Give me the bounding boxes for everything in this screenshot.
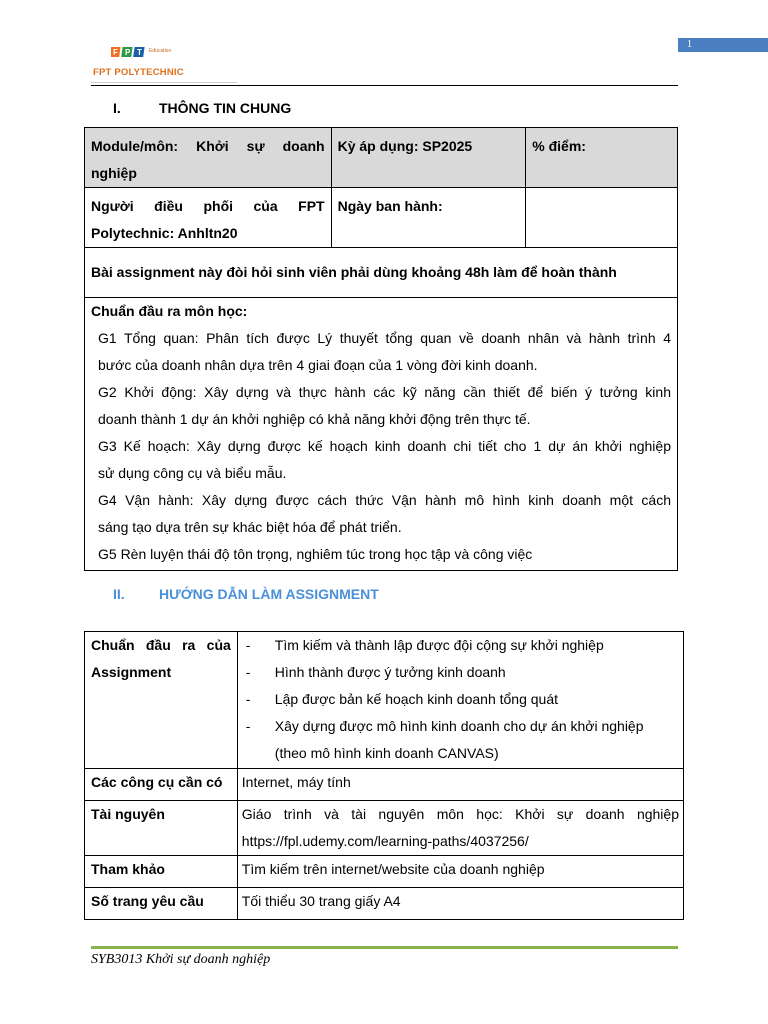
duration-cell: Bài assignment này đòi hỏi sinh viên phải dùng khoảng 48h làm để hoàn thành [85, 248, 678, 298]
tools-value: Internet, máy tính [237, 769, 683, 801]
table-row [85, 632, 684, 769]
bullet-text: Tìm kiếm và thành lập được đội cộng sự khởi nghiệp [274, 637, 604, 653]
coordinator-line1: Người điều phối của FPT [91, 198, 325, 214]
coordinator-line2: Polytechnic: Anhltn20 [91, 225, 238, 241]
fpt-polytechnic-logo [93, 44, 203, 80]
table-row [85, 128, 678, 188]
list-item [240, 632, 679, 659]
svg-text:F: F [113, 48, 118, 57]
svg-text:P: P [125, 48, 131, 57]
outcomes-label-line2: Assignment [91, 664, 172, 680]
reference-label: Tham khảo [85, 856, 238, 888]
assignment-guide-table [84, 631, 684, 920]
outcomes-title: Chuẩn đầu ra môn học: [91, 303, 248, 319]
table-row [85, 769, 684, 801]
module-cell [85, 128, 332, 188]
outcome-item [91, 541, 671, 568]
list-item [240, 713, 679, 740]
header-accent-line [91, 82, 237, 83]
tools-label: Các công cụ cần có [85, 769, 238, 801]
outcomes-cell [85, 298, 678, 571]
coordinator-cell [85, 188, 332, 248]
bullet-dash: - [245, 664, 251, 680]
module-label-line1: Module/môn: Khởi sự doanh [91, 138, 325, 154]
score-cell: % điểm: [526, 128, 678, 188]
section-1-title: THÔNG TIN CHUNG [159, 100, 292, 116]
term-cell: Kỳ áp dụng: SP2025 [331, 128, 526, 188]
module-label-line2: nghiệp [91, 165, 137, 181]
outcome-g3-line2: sử dụng công cụ và biểu mẫu. [98, 465, 287, 481]
svg-text:T: T [137, 48, 142, 57]
page-number-badge [678, 38, 768, 52]
general-info-table [84, 127, 678, 571]
outcome-g1-line1: G1 Tổng quan: Phân tích được Lý thuyết tổng quan về doanh nhân và hành trình 4 [98, 330, 671, 346]
outcome-item [91, 379, 671, 433]
resources-line1: Giáo trình và tài nguyên môn học: Khởi sự doanh nghiệp [241, 806, 679, 822]
list-item [240, 740, 679, 767]
outcome-g1-line2: bước của doanh nhân dựa trên 4 giai đoạn của 1 vòng đời kinh doanh. [98, 357, 538, 373]
table-row [85, 856, 684, 888]
list-item [240, 686, 679, 713]
resources-value [237, 801, 683, 856]
table-row [85, 298, 678, 571]
outcome-g2-line1: G2 Khởi động: Xây dựng và thực hành các kỹ năng cần thiết để biến ý tưởng kinh [98, 384, 671, 400]
page-count-value: Tối thiểu 30 trang giấy A4 [237, 888, 683, 920]
outcome-item [91, 487, 671, 541]
footer-divider [91, 946, 678, 949]
page-count-label: Số trang yêu cầu [85, 888, 238, 920]
outcome-g5-line1: G5 Rèn luyện thái độ tôn trọng, nghiêm túc trong học tập và công việc [98, 546, 533, 562]
bullet-text: Xây dựng được mô hình kinh doanh cho dự án khởi nghiệp [274, 718, 644, 734]
table-row [85, 801, 684, 856]
footer-course-label: SYB3013 Khởi sự doanh nghiệp [91, 952, 271, 967]
outcomes-list-cell [237, 632, 683, 769]
table-row [85, 248, 678, 298]
table-row [85, 888, 684, 920]
outcome-item [91, 325, 671, 379]
logo-education-text: Education [149, 48, 172, 54]
resources-label: Tài nguyên [85, 801, 238, 856]
outcomes-label-cell [85, 632, 238, 769]
reference-value: Tìm kiếm trên internet/website của doanh nghiệp [237, 856, 683, 888]
outcome-g3-line1: G3 Kế hoạch: Xây dựng được kế hoạch kinh doanh chi tiết cho 1 dự án khởi nghiệp [98, 438, 671, 454]
issue-date-cell: Ngày ban hành: [331, 188, 526, 248]
outcome-g4-line2: sáng tạo dựa trên sự khác biệt hóa để phát triển. [98, 519, 402, 535]
bullet-dash: - [245, 637, 251, 653]
table-row [85, 188, 678, 248]
resources-link: https://fpl.udemy.com/learning-paths/4037256/ [241, 833, 529, 849]
page-number: 1 [687, 39, 692, 50]
outcome-item [91, 433, 671, 487]
bullet-text: Hình thành được ý tưởng kinh doanh [274, 664, 506, 680]
section-2-title: HƯỚNG DẪN LÀM ASSIGNMENT [159, 586, 379, 602]
outcomes-label-line1: Chuẩn đầu ra của [91, 637, 231, 653]
bullet-dash: - [245, 691, 251, 707]
list-item [240, 659, 679, 686]
bullet-dash: - [245, 718, 251, 734]
bullet-indent [240, 740, 275, 767]
outcome-g2-line2: doanh thành 1 dự án khởi nghiệp có khả năng khởi động trên thực tế. [98, 411, 531, 427]
bullet-text: Lập được bản kế hoạch kinh doanh tổng quát [274, 691, 559, 707]
outcome-g4-line1: G4 Vận hành: Xây dựng được cách thức Vận hành mô hình kinh doanh một cách [98, 492, 671, 508]
bullet-continuation: (theo mô hình kinh doanh CANVAS) [274, 745, 499, 761]
empty-cell [526, 188, 678, 248]
section-1-number: I. [113, 100, 121, 116]
section-2-number: II. [113, 586, 125, 602]
fpt-logo-icon [111, 44, 147, 60]
header-divider [91, 85, 678, 86]
logo-text: FPT POLYTECHNIC [93, 67, 184, 78]
